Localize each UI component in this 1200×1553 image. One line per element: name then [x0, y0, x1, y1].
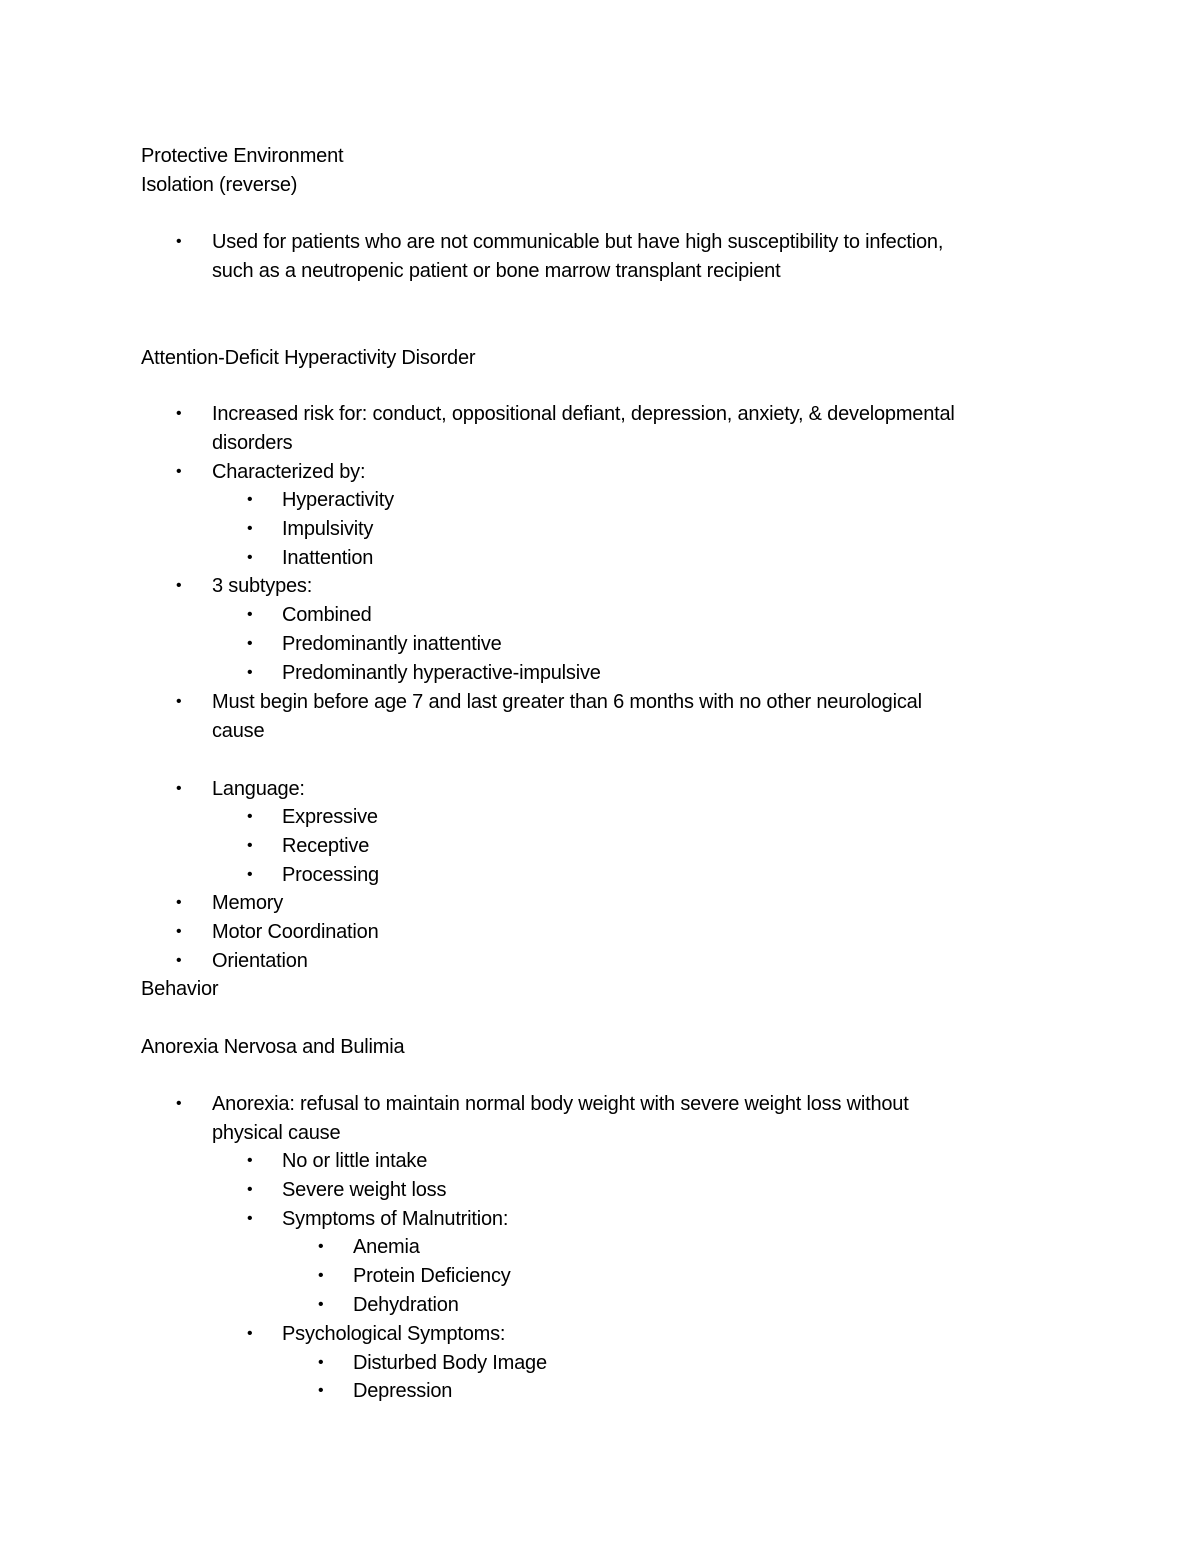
- bullet-icon: •: [176, 952, 182, 969]
- bullet-icon: •: [247, 606, 253, 623]
- sub-sub-list-item: Dehydration: [353, 1294, 459, 1316]
- bullet-icon: •: [247, 1325, 253, 1342]
- sub-list-item: Severe weight loss: [282, 1179, 447, 1201]
- list-item-text: Orientation: [212, 950, 308, 972]
- bullet-icon: •: [176, 405, 182, 422]
- bullet-icon: •: [176, 233, 182, 250]
- sub-list-item: No or little intake: [282, 1150, 428, 1172]
- list-item-text: Used for patients who are not communicable but have high susceptibility to infection,: [212, 231, 944, 253]
- list-item-text: Increased risk for: conduct, oppositional defiant, depression, anxiety, & developmental: [212, 403, 955, 425]
- list-item-text-continued: such as a neutropenic patient or bone marrow transplant recipient: [212, 260, 781, 282]
- sub-list-item: Expressive: [282, 806, 378, 828]
- bullet-icon: •: [176, 693, 182, 710]
- bullet-icon: •: [247, 1152, 253, 1169]
- bullet-icon: •: [247, 549, 253, 566]
- sub-sub-list-item: Anemia: [353, 1236, 420, 1258]
- list-item-text: Characterized by:: [212, 461, 366, 483]
- sub-list-item: Impulsivity: [282, 518, 374, 540]
- sub-list-item: Predominantly inattentive: [282, 633, 502, 655]
- sub-list-item: Combined: [282, 604, 372, 626]
- section-title-adhd: Attention-Deficit Hyperactivity Disorder: [141, 347, 476, 369]
- sub-list-item: Processing: [282, 864, 379, 886]
- list-item-text-continued: physical cause: [212, 1122, 341, 1144]
- bullet-icon: •: [247, 837, 253, 854]
- list-item-text: Anorexia: refusal to maintain normal body weight with severe weight loss without: [212, 1093, 909, 1115]
- bullet-icon: •: [318, 1354, 324, 1371]
- list-item-text: 3 subtypes:: [212, 575, 313, 597]
- bullet-icon: •: [318, 1238, 324, 1255]
- bullet-icon: •: [176, 894, 182, 911]
- bullet-icon: •: [247, 491, 253, 508]
- bullet-icon: •: [247, 520, 253, 537]
- bullet-icon: •: [318, 1267, 324, 1284]
- bullet-icon: •: [247, 664, 253, 681]
- sub-list-item: Symptoms of Malnutrition:: [282, 1208, 509, 1230]
- bullet-icon: •: [247, 635, 253, 652]
- list-item-text-continued: cause: [212, 720, 265, 742]
- bullet-icon: •: [176, 577, 182, 594]
- behavior-label: Behavior: [141, 978, 219, 1000]
- bullet-icon: •: [318, 1382, 324, 1399]
- sub-list-item: Predominantly hyperactive-impulsive: [282, 662, 601, 684]
- sub-list-item: Inattention: [282, 547, 374, 569]
- list-item-text: Motor Coordination: [212, 921, 379, 943]
- sub-list-item: Receptive: [282, 835, 370, 857]
- bullet-icon: •: [247, 1210, 253, 1227]
- sub-list-item: Hyperactivity: [282, 489, 394, 511]
- bullet-icon: •: [176, 780, 182, 797]
- bullet-icon: •: [247, 808, 253, 825]
- list-item-text: Must begin before age 7 and last greater than 6 months with no other neurological: [212, 691, 922, 713]
- sub-sub-list-item: Disturbed Body Image: [353, 1352, 547, 1374]
- bullet-icon: •: [176, 463, 182, 480]
- list-item-text: Language:: [212, 778, 305, 800]
- list-item-text-continued: disorders: [212, 432, 293, 454]
- sub-sub-list-item: Depression: [353, 1380, 453, 1402]
- sub-list-item: Psychological Symptoms:: [282, 1323, 506, 1345]
- list-item-text: Memory: [212, 892, 284, 914]
- section-title-protective-environment: Protective Environment: [141, 145, 344, 167]
- bullet-icon: •: [318, 1296, 324, 1313]
- bullet-icon: •: [247, 866, 253, 883]
- section-subtitle-isolation: Isolation (reverse): [141, 174, 298, 196]
- section-title-anorexia-bulimia: Anorexia Nervosa and Bulimia: [141, 1036, 405, 1058]
- sub-sub-list-item: Protein Deficiency: [353, 1265, 511, 1287]
- bullet-icon: •: [247, 1181, 253, 1198]
- bullet-icon: •: [176, 923, 182, 940]
- bullet-icon: •: [176, 1095, 182, 1112]
